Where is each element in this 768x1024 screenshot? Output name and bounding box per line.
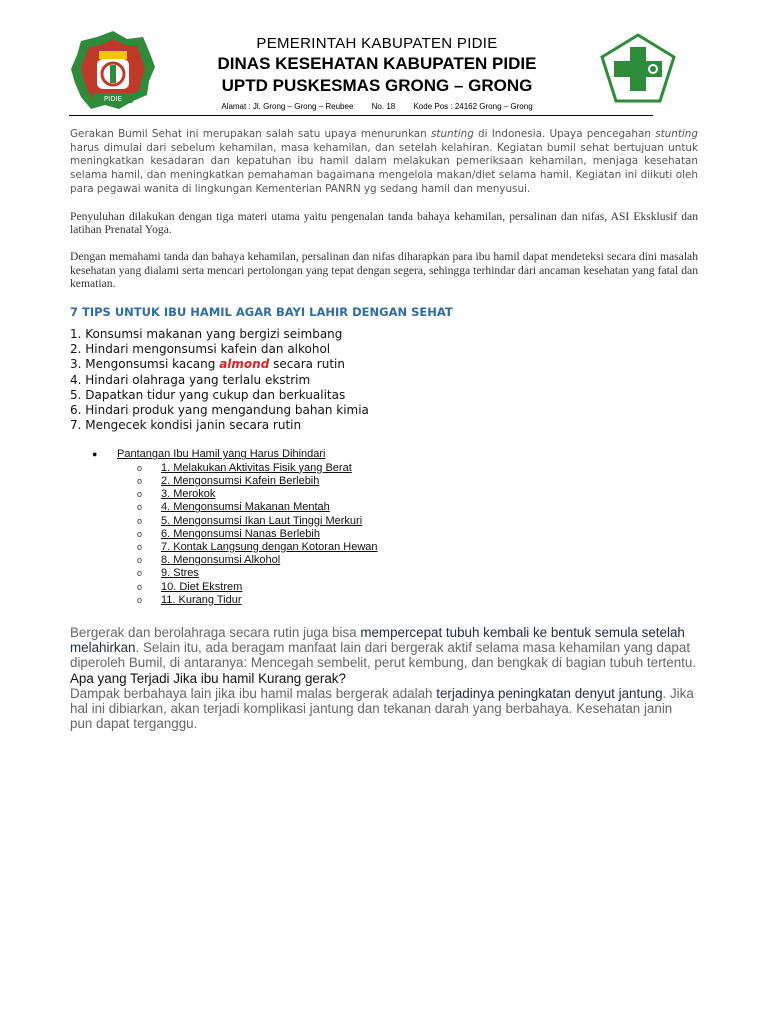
letterhead-government: PEMERINTAH KABUPATEN PIDIE (256, 35, 498, 52)
pidie-regency-emblem-icon (69, 29, 157, 113)
pantangan-link[interactable]: 4. Mengonsumsi Makanan Mentah (161, 501, 330, 514)
circle-bullet-icon: o (137, 462, 143, 473)
closing-section (70, 625, 698, 731)
pantangan-link[interactable]: 5. Mengonsumsi Ikan Laut Tinggi Merkuri (161, 514, 363, 527)
pantangan-heading-link[interactable]: Pantangan Ibu Hamil yang Harus Dihindari (117, 448, 326, 461)
tips-heading: 7 TIPS UNTUK IBU HAMIL AGAR BAYI LAHIR DENGAN SEHAT (70, 305, 453, 320)
circle-bullet-icon: o (137, 594, 143, 605)
p1-text-a: Gerakan Bumil Sehat ini merupakan salah satu upaya menurunkan (70, 128, 431, 140)
closing-text-2: . Selain itu, ada beragam manfaat lain dari bergerak aktif selama masa kehamilan yang dapat diperoleh Bumil, di antaranya: Mencegah sembelit, perut kembung, dan bengkak di bagian tubuh tertentu. (70, 640, 697, 671)
closing-emphasis-1: mempercepat tubuh kembali ke bentuk semula setelah melahirkan (70, 624, 685, 656)
pantangan-link[interactable]: 9. Stres (161, 567, 199, 580)
circle-bullet-icon: o (137, 528, 143, 539)
penyuluhan-paragraph: Penyuluhan dilakukan dengan tiga materi utama yaitu pengenalan tanda bahaya kehamilan, persalinan dan nifas, ASI Eksklusif dan latihan Prenatal Yoga. (70, 209, 698, 237)
pantangan-link[interactable]: 11. Kurang Tidur (161, 593, 242, 606)
pantangan-link[interactable]: 10. Diet Ekstrem (161, 580, 243, 593)
puskesmas-logo-icon (600, 33, 676, 103)
closing-text-1: Bergerak dan berolahraga secara rutin juga bisa (70, 624, 361, 640)
tip-item: 7. Mengecek kondisi janin secara rutin (70, 418, 302, 433)
p1-term-stunting-2: stunting (655, 128, 698, 140)
letterhead-address (168, 101, 586, 112)
list-item (137, 475, 698, 488)
letterhead-puskesmas: UPTD PUSKESMAS GRONG – GRONG (221, 76, 533, 95)
pantangan-link[interactable]: 7. Kontak Langsung dengan Kotoran Hewan (161, 540, 378, 553)
list-item (137, 567, 698, 580)
intro-paragraph (70, 128, 698, 197)
circle-bullet-icon: o (137, 581, 143, 592)
p1-term-stunting: stunting (430, 128, 474, 140)
pantangan-link[interactable]: 3. Merokok (161, 488, 216, 501)
list-item (137, 501, 698, 514)
document-body (70, 128, 698, 731)
letterhead-agency: DINAS KESEHATAN KABUPATEN PIDIE (217, 54, 537, 73)
pantangan-link[interactable]: 8. Mengonsumsi Alkohol (161, 554, 281, 567)
circle-bullet-icon: o (137, 502, 143, 513)
address-postal: Kode Pos : 24162 Grong – Grong (413, 102, 533, 111)
circle-bullet-icon: o (137, 555, 143, 566)
list-item (137, 541, 698, 554)
pantangan-link[interactable]: 1. Melakukan Aktivitas Fisik yang Berat (161, 461, 352, 474)
pantangan-link[interactable]: 6. Mengonsumsi Nanas Berlebih (161, 527, 320, 540)
letterhead-divider (69, 115, 653, 116)
pantangan-bullet (92, 448, 698, 461)
letterhead (0, 0, 768, 118)
tip-item-3-text: 3. Mengonsumsi kacang (70, 357, 220, 372)
closing-paragraph-1 (70, 625, 698, 671)
address-street: Alamat : Jl. Grong – Grong – Reubee (221, 102, 354, 111)
circle-bullet-icon: o (137, 489, 143, 500)
closing-text-3: Dampak berbahaya lain jika ibu hamil malas bergerak adalah (70, 685, 437, 701)
list-item (137, 594, 698, 607)
tip-item-3-highlight: almond (219, 357, 270, 372)
circle-bullet-icon: o (137, 568, 143, 579)
emblem-label: PIDIE (103, 95, 123, 103)
tip-item: 4. Hindari olahraga yang terlalu ekstrim (70, 372, 311, 387)
closing-paragraph-2 (70, 686, 698, 732)
tip-item-3-suffix: secara rutin (269, 357, 345, 372)
bullet-dot-icon: ● (92, 449, 98, 460)
list-item (137, 488, 698, 501)
circle-bullet-icon: o (137, 475, 143, 486)
list-item (137, 581, 698, 594)
tips-list (70, 327, 698, 433)
list-item (137, 515, 698, 528)
list-item (137, 528, 698, 541)
closing-question: Apa yang Terjadi Jika ibu hamil Kurang gerak? (70, 670, 346, 686)
pantangan-link[interactable]: 2. Mengonsumsi Kafein Berlebih (161, 474, 320, 487)
awareness-paragraph: Dengan memahami tanda dan bahaya kehamilan, persalinan dan nifas diharapkan para ibu hamil dapat mendeteksi secara dini masalah kesehatan yang dialami serta mencari pertolongan yang tepat dengan segera, sehingga terhindar dari ancaman kesehatan yang fatal dan kematian. (70, 249, 698, 291)
circle-bullet-icon: o (137, 515, 143, 526)
tip-item: 5. Dapatkan tidur yang cukup dan berkualitas (70, 387, 346, 402)
p1-text-e: harus dimulai dari sebelum kehamilan, masa kehamilan, dan setelah kelahiran. Kegiatan bumil sehat bertujuan untuk meningkatkan kesadaran dan kepatuhan ibu hamil dalam melakukan pemeriksaan kehamilan, menjaga kesehatan selama hamil, dan meningkatkan pemahaman bagaimana mengelola makan/diet selama hamil. Kegiatan ini diikuti oleh para pegawai wanita di lingkungan Kementerian PANRN yg sedang hamil dan menyusui. (70, 141, 698, 195)
pantangan-list (137, 462, 698, 607)
list-item (137, 554, 698, 567)
list-item (137, 462, 698, 475)
closing-emphasis-2: terjadinya peningkatan denyut jantung (436, 685, 663, 701)
tip-item: 6. Hindari produk yang mengandung bahan kimia (70, 403, 369, 418)
tip-item: 2. Hindari mengonsumsi kafein dan alkohol (70, 342, 331, 357)
tip-item: 1. Konsumsi makanan yang bergizi seimbang (70, 327, 343, 342)
closing-text-4: . Jika hal ini dibiarkan, akan terjadi komplikasi jantung dan tekanan darah yang berbahaya. Kesehatan janin pun dapat terganggu. (70, 685, 694, 732)
circle-bullet-icon: o (137, 541, 143, 552)
tip-item (70, 357, 698, 372)
address-number: No. 18 (371, 102, 396, 111)
pantangan-section (92, 448, 698, 607)
p1-text-c: di Indonesia. Upaya pencegahan (473, 128, 656, 140)
